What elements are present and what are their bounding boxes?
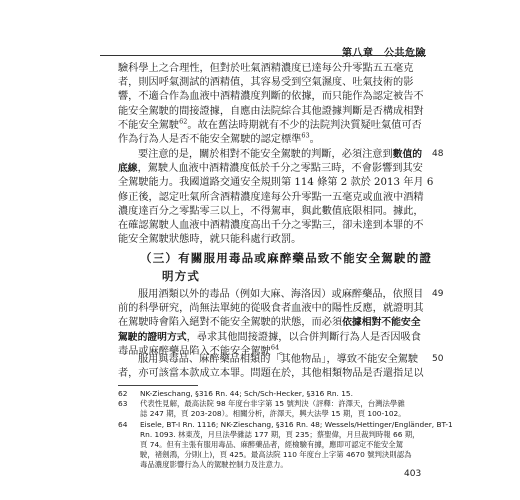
section-title-line-1: （三）有關服用毒品或麻醉藥品致不能安全駕駛的證 [140,251,433,265]
text-run: 在駕駛時會陷入絕對不能安全駕駛的狀態，而必須 [118,317,343,329]
text-line: 服用酒類以外的毒品（例如大麻、海洛因）或麻醉藥品，依照目 [138,289,424,300]
footnote-63 [118,399,418,419]
text-line: 全駕駛能力。我國道路交通安全規則第 114 條第 2 款於 2013 年月 6 [118,177,434,189]
margin-number-49: 49 [432,289,444,299]
text-run: ，尋求其他間接證據，以合併判斷行為人是否因吸食 [186,331,421,343]
footnote-64 [118,419,453,471]
text-line: 濃度達百分之零點零三以上，不得駕車，與此數值底限相同。據此， [118,205,424,217]
emphasis-text: 底線 [118,163,138,175]
text-line: 能安全駕駛狀態時，就只能科處行政罰。 [118,234,302,246]
footnote-62 [118,389,418,399]
footnote-text: 代表性見解，最高法院 98 年度台非字第 15 號判決（評釋：許澤天，台灣法學雜 [140,399,405,409]
footnote-text: 駛，褚劍鴻，分則(上)，頁 425。最高法院 110 年度台上字第 4670 號判決則認為 [140,450,412,460]
text-line: 能安全駕駛的間接證據，自應由法院綜合其他證據判斷是否構成相對 [118,105,424,117]
text-run: 要注意的是，關於相對不能安全駕駛的判斷，必須注意到 [138,149,393,160]
page-number: 403 [404,469,422,479]
footnote-text: 毒品濃度影響行為人的駕駛控制力及注意力。 [140,460,288,470]
emphasis-text: 依據相對不能安全 [342,317,421,329]
text-run: 不能安全駕駛 [118,119,180,131]
paragraph-1 [118,62,424,147]
text-line: 前的科學研究，尚無法單純的從吸食者血液中的陽性反應，就證明其 [118,303,424,315]
running-title: 第八章 公共危險 [342,48,426,59]
footnote-ref-63[interactable]: 63 [301,131,310,140]
margin-number-50: 50 [432,354,444,364]
header-rule [100,55,426,56]
paragraph-3 [118,288,424,359]
footnote-ref-62[interactable]: 62 [179,117,188,126]
paragraph-4 [118,353,424,381]
text-line: 者，亦可該當本款成立本罪。問題在於，其他相類物品是否還指足以 [118,368,424,380]
text-run: 作為行為人是否不能安全駕駛的認定標準 [118,134,302,146]
text-run: 。 [309,134,320,146]
footnote-number: 63 [118,399,128,409]
text-run: 。故在舊法時期就有不少的法院判決質疑吐氣值可否 [187,119,422,131]
paragraph-2 [118,148,434,247]
footnote-text: 頁 74。但有主張有服用毒品、麻醉藥品者，經檢驗有據，應即可認定不能安全駕 [140,440,404,450]
emphasis-text: 駕駛的證明方式 [118,331,187,343]
footnote-text: Eisele, BT-I Rn. 1116; NK-Zieschang, §316 Rn. 48; Wessels/Hettinger/Engländer, BT-1 [140,419,453,429]
section-heading [140,249,433,285]
footnote-text: 誌 247 期，頁 203-208）。相關分析，許澤天，興大法學 15 期，頁 100-102。 [140,409,406,419]
margin-number-48: 48 [432,149,444,159]
text-line [118,133,418,147]
text-line [118,117,422,133]
footnotes [118,389,453,471]
text-line: 服用與毒品、麻醉藥品相類的「其他物品」，導致不能安全駕駛 [138,354,419,365]
page-header [100,44,426,59]
text-line: 響，不適合作為血液中酒精濃度判斷的依據，而只能作為認定被告不 [118,91,424,103]
text-line [118,162,423,176]
text-run: ，駕駛人血液中酒精濃度低於千分之零點三時，不會影響到其安 [137,163,423,175]
text-line [118,316,421,330]
text-line: 在確認駕駛人血液中酒精濃度高出千分之零點三，卻未達到本罪的不 [118,220,424,232]
text-line: 者，則因呼氣測試的酒精值，其容易受到空氣濕度、吐氣技術的影 [118,77,414,89]
text-line [118,331,421,345]
footnote-number: 64 [118,419,128,429]
footnote-ref-64[interactable]: 64 [270,343,280,352]
text-line [118,148,423,162]
footnote-number: 62 [118,389,128,398]
footnote-text: NK-Zieschang, §316 Rn. 44; Sch/Sch-Hecker, §316 Rn. 15. [140,389,353,398]
section-title-line-2: 明方式 [162,269,201,283]
text-line: 修正後，認定吐氣所含酒精濃度達每公升零點一五毫克或血液中酒精 [118,191,424,203]
text-run: 毒品或麻醉藥品陷入不能安全駕駛 [118,345,271,357]
footnote-text: Rn. 1093. 林東茂，月旦法學雜誌 177 期，頁 235；蔡聖偉，月旦裁判時報 66 期， [140,429,420,439]
text-line: 驗科學上之合理性，但對於吐氣酒精濃度已達每公升零點五五毫克 [118,63,414,74]
text-run: 。 [279,345,290,357]
emphasis-text: 數值的 [392,149,423,160]
footnote-separator [118,385,198,386]
